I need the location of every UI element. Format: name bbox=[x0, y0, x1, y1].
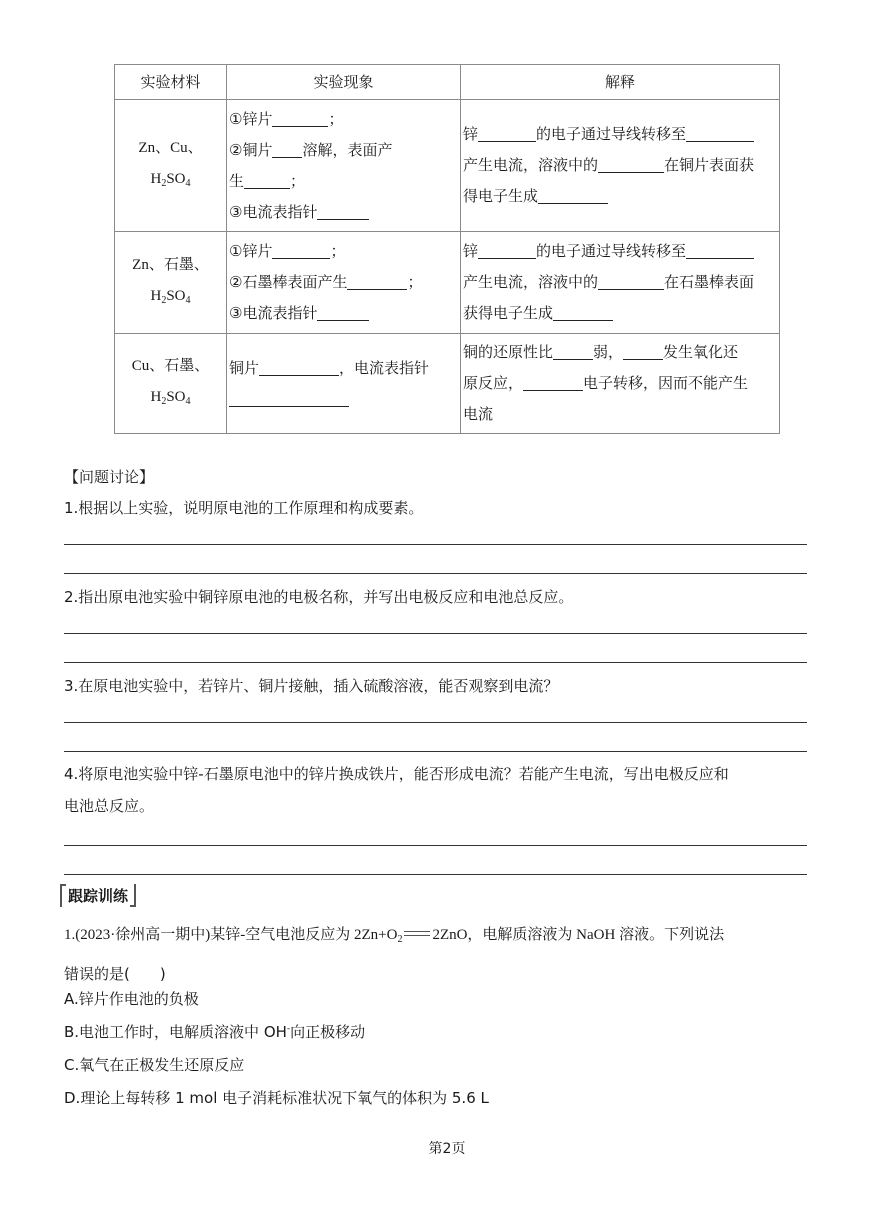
material-formula: $H_2SO_4$ bbox=[150, 388, 191, 407]
answer-blank bbox=[686, 240, 754, 259]
option-b: B.电池工作时，电解质溶液中 OH-向正极移动 bbox=[64, 1023, 366, 1041]
answer-blank bbox=[623, 341, 663, 360]
experiment-table bbox=[114, 64, 780, 434]
answer-blank bbox=[272, 139, 302, 158]
option-a: A.锌片作电池的负极 bbox=[64, 990, 199, 1008]
answer-blank bbox=[523, 372, 583, 391]
option-c: C.氧气在正极发生还原反应 bbox=[64, 1056, 245, 1074]
table-row bbox=[115, 334, 780, 434]
header-material: 实验材料 bbox=[115, 65, 227, 100]
answer-blank bbox=[317, 302, 369, 321]
discussion-question-3: 3.在原电池实验中，若锌片、铜片接触，插入硫酸溶液，能否观察到电流？ bbox=[64, 677, 559, 695]
material-cell bbox=[115, 100, 227, 232]
answer-blank bbox=[598, 271, 664, 290]
answer-line bbox=[64, 573, 807, 574]
answer-line bbox=[64, 662, 807, 663]
explanation-cell: 铜的还原性比 弱， 发生氧化还 原反应， 电子转移，因而不能产生 电流 bbox=[461, 334, 780, 434]
discussion-question-4 bbox=[64, 758, 824, 822]
answer-blank bbox=[478, 123, 536, 142]
training-label: 跟踪训练 bbox=[60, 884, 136, 907]
answer-blank bbox=[229, 388, 349, 407]
material-formula: $H_2SO_4$ bbox=[150, 287, 191, 306]
answer-line bbox=[64, 874, 807, 875]
material-line: Zn、Cu、 bbox=[138, 139, 203, 156]
material-cell bbox=[115, 334, 227, 434]
explanation-cell: 锌 的电子通过导线转移至 产生电流，溶液中的 在石墨棒表面 获得电子生成 bbox=[461, 232, 780, 334]
phenomenon-cell: 铜片 ，电流表指针 bbox=[227, 334, 461, 434]
question-4-line-1: 4.将原电池实验中锌-石墨原电池中的锌片换成铁片，能否形成电流？若能产生电流，写出电极反应和 bbox=[64, 765, 729, 783]
table-row bbox=[115, 100, 780, 232]
table-row bbox=[115, 232, 780, 334]
equals-sign-icon bbox=[402, 927, 432, 943]
answer-blank bbox=[272, 108, 328, 127]
discussion-question-1: 1.根据以上实验，说明原电池的工作原理和构成要素。 bbox=[64, 499, 424, 517]
answer-blank bbox=[686, 123, 754, 142]
discussion-question-2: 2.指出原电池实验中铜锌原电池的电极名称，并写出电极反应和电池总反应。 bbox=[64, 588, 574, 606]
answer-blank bbox=[538, 185, 608, 204]
answer-blank bbox=[272, 240, 330, 259]
header-phenomenon: 实验现象 bbox=[227, 65, 461, 100]
answer-line bbox=[64, 544, 807, 545]
answer-blank bbox=[317, 201, 369, 220]
table-header-row bbox=[115, 65, 780, 100]
answer-line bbox=[64, 751, 807, 752]
material-line: Zn、石墨、 bbox=[132, 256, 209, 273]
answer-blank bbox=[347, 271, 407, 290]
phenomenon-cell: ①锌片 ； ②铜片 溶解，表面产 生 ； ③电流表指针 bbox=[227, 100, 461, 232]
phenomenon-cell: ①锌片 ； ②石墨棒表面产生 ； ③电流表指针 bbox=[227, 232, 461, 334]
answer-blank bbox=[244, 170, 290, 189]
answer-blank bbox=[259, 357, 339, 376]
answer-blank bbox=[553, 341, 593, 360]
answer-blank bbox=[553, 302, 613, 321]
discussion-label: 【问题讨论】 bbox=[64, 468, 155, 486]
answer-line bbox=[64, 722, 807, 723]
question-4-line-2: 电池总反应。 bbox=[64, 797, 155, 815]
material-formula: $H_2SO_4$ bbox=[150, 170, 191, 189]
option-d: D.理论上每转移 1 mol 电子消耗标准状况下氧气的体积为 5.6 L bbox=[64, 1089, 489, 1107]
question-stem: 1.(2023·徐州高一期中)某锌-空气电池反应为 2Zn+O bbox=[64, 927, 398, 943]
page-number: 第2页 bbox=[428, 1141, 466, 1157]
answer-blank bbox=[598, 154, 664, 173]
answer-line bbox=[64, 633, 807, 634]
answer-blank bbox=[478, 240, 536, 259]
subscript: 2 bbox=[397, 934, 403, 945]
training-question-1 bbox=[64, 917, 824, 991]
question-stem-continued: 2ZnO，电解质溶液为 NaOH 溶液。下列说法 bbox=[432, 927, 725, 943]
header-explanation: 解释 bbox=[461, 65, 780, 100]
explanation-cell: 锌 的电子通过导线转移至 产生电流，溶液中的 在铜片表面获 得电子生成 bbox=[461, 100, 780, 232]
answer-line bbox=[64, 845, 807, 846]
material-line: Cu、石墨、 bbox=[131, 357, 210, 374]
material-cell bbox=[115, 232, 227, 334]
question-stem-line-2: 错误的是( ) bbox=[64, 965, 166, 983]
